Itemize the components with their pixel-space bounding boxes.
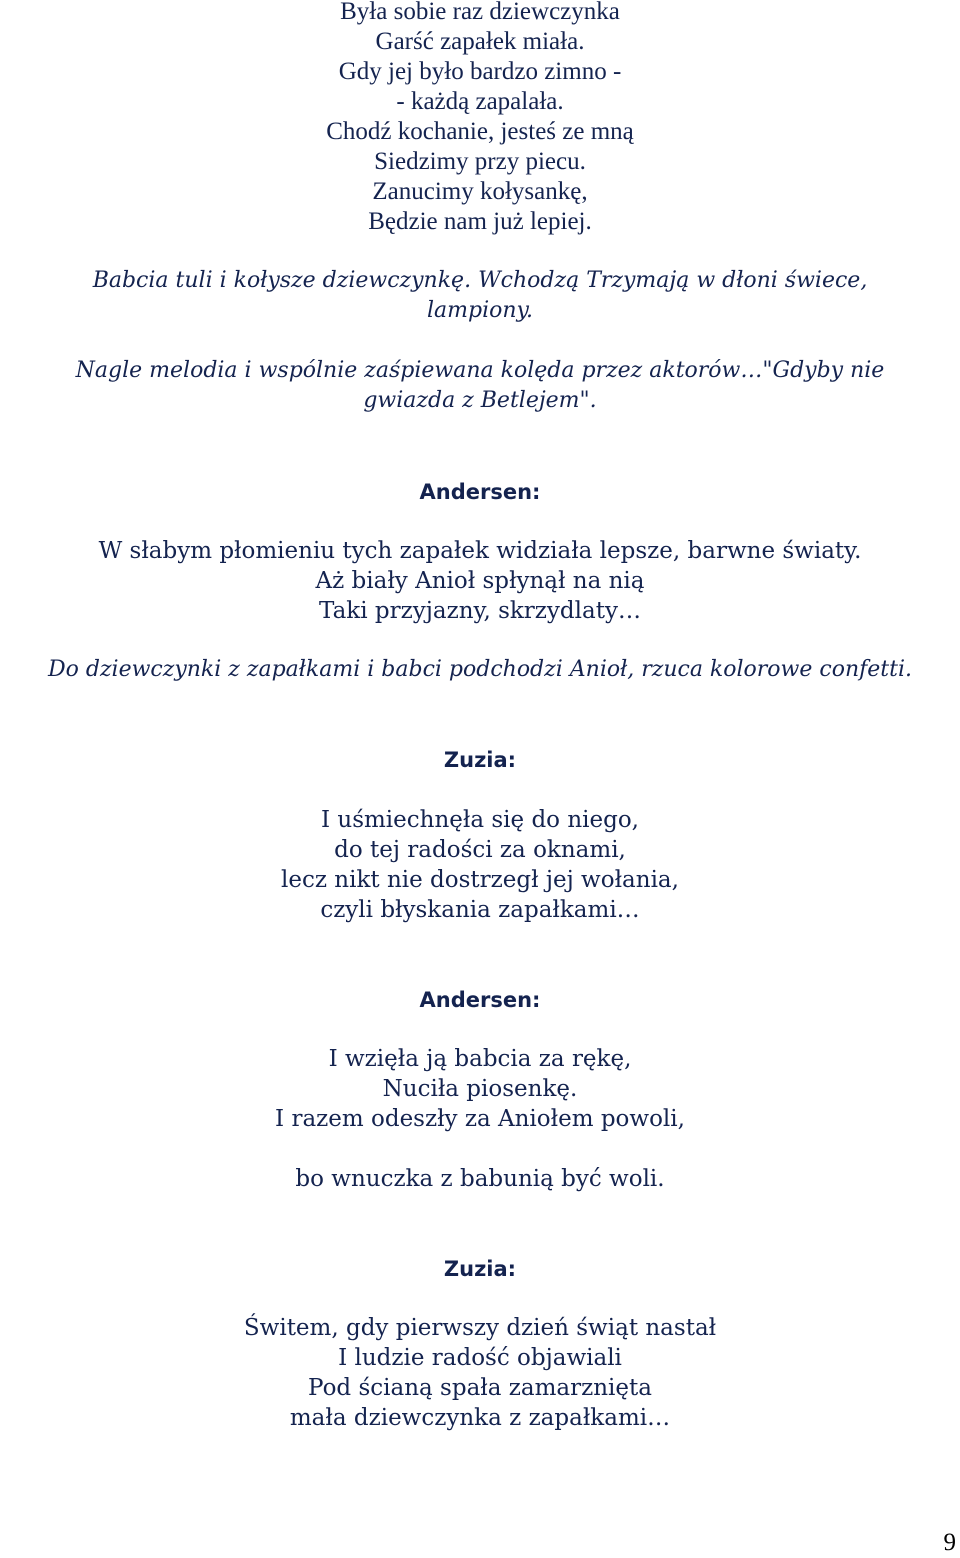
speaker-label: Andersen: <box>419 480 541 504</box>
verse-line: czyli błyskania zapałkami… <box>320 897 640 923</box>
verse-line: W słabym płomieniu tych zapałek widziała lepsze, barwne światy. <box>98 538 862 564</box>
verse-line: Aż biały Anioł spłynął na nią <box>315 568 645 594</box>
stage-direction-line: Nagle melodia i wspólnie zaśpiewana kolęda przez aktorów…"Gdyby nie <box>75 358 885 383</box>
verse-line: I wzięła ją babcia za rękę, <box>328 1046 632 1072</box>
verse-line: bo wnuczka z babunią być woli. <box>295 1166 665 1192</box>
verse-line: mała dziewczynka z zapałkami… <box>289 1405 671 1431</box>
verse-line: Zanucimy kołysankę, <box>372 178 588 205</box>
stage-direction-line: gwiazda z Betlejem". <box>363 388 597 413</box>
verse-line: Siedzimy przy piecu. <box>374 148 586 175</box>
verse-line: Świtem, gdy pierwszy dzień świąt nastał <box>243 1315 717 1341</box>
verse-line: Gdy jej było bardzo zimno - <box>338 58 622 85</box>
verse-line: Taki przyjazny, skrzydlaty… <box>319 598 641 624</box>
verse-line: I ludzie radość objawiali <box>338 1345 622 1371</box>
speaker-label: Zuzia: <box>443 1257 517 1281</box>
page-number: 9 <box>943 1529 956 1556</box>
stage-direction-line: lampiony. <box>426 298 534 323</box>
verse-line: Będzie nam już lepiej. <box>368 208 592 235</box>
verse-line: Chodź kochanie, jesteś ze mną <box>326 118 634 145</box>
verse-line: lecz nikt nie dostrzegł jej wołania, <box>281 867 679 893</box>
verse-line: Była sobie raz dziewczynka <box>340 0 620 25</box>
verse-line: Garść zapałek miała. <box>375 28 585 55</box>
verse-line: do tej radości za oknami, <box>334 837 626 863</box>
verse-line: Pod ścianą spała zamarznięta <box>308 1375 652 1401</box>
speaker-label: Andersen: <box>419 988 541 1012</box>
stage-direction-line: Do dziewczynki z zapałkami i babci podchodzi Anioł, rzuca kolorowe confetti. <box>47 657 912 682</box>
verse-line: Nuciła piosenkę. <box>382 1076 578 1102</box>
verse-line: I uśmiechnęła się do niego, <box>320 807 639 833</box>
speaker-label: Zuzia: <box>443 748 517 772</box>
verse-line: I razem odeszły za Aniołem powoli, <box>275 1106 685 1132</box>
verse-line: - każdą zapalała. <box>396 88 564 115</box>
stage-direction-line: Babcia tuli i kołysze dziewczynkę. Wchodzą Trzymają w dłoni świece, <box>92 268 868 293</box>
